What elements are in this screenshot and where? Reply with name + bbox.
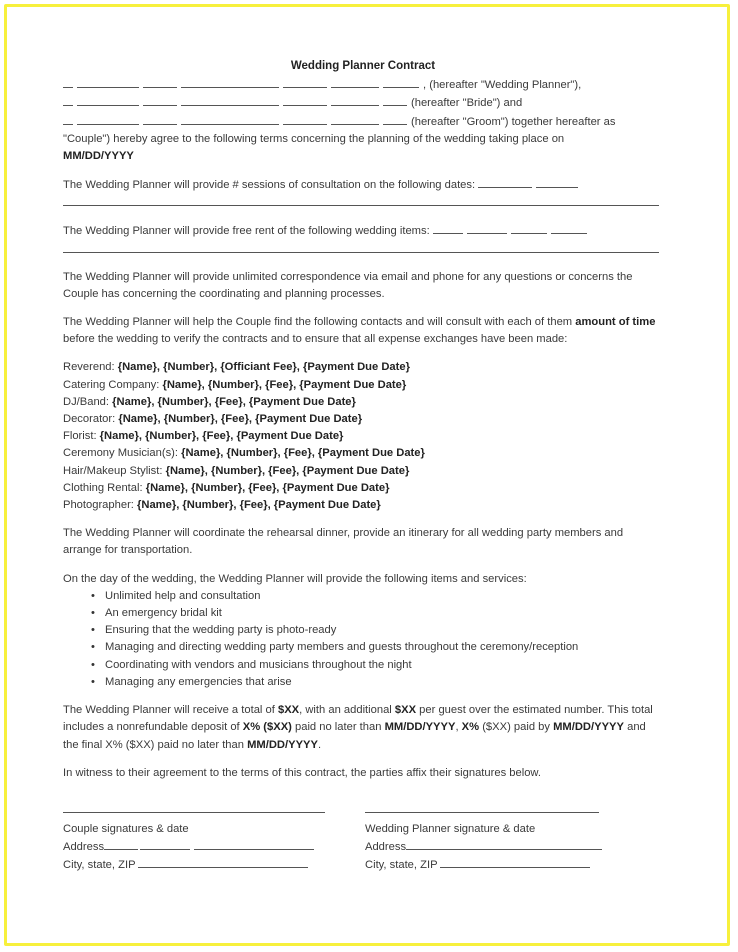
witness-clause: In witness to their agreement to the terms of this contract, the parties affix their signatures below. bbox=[63, 766, 541, 779]
list-item: • Unlimited help and consultation bbox=[91, 588, 663, 605]
contact-row: Ceremony Musician(s): {Name}, {Number}, {Fee}, {Payment Due Date} bbox=[63, 447, 425, 460]
contact-row: Decorator: {Name}, {Number}, {Fee}, {Payment Due Date} bbox=[63, 413, 363, 426]
consultation-clause: The Wedding Planner will provide # sessions of consultation on the following dates: bbox=[63, 176, 663, 194]
consultation-blank-line bbox=[63, 194, 663, 211]
list-item: • An emergency bridal kit bbox=[91, 605, 663, 622]
couple-signature-column bbox=[63, 796, 325, 875]
planner-city-field: City, state, ZIP bbox=[365, 856, 615, 874]
couple-address-field: Address bbox=[63, 838, 325, 856]
party-line-couple: "Couple") hereby agree to the following terms concerning the planning of the wedding taking place on MM/DD/YYYY bbox=[63, 132, 565, 163]
contact-row: Photographer: {Name}, {Number}, {Fee}, {Payment Due Date} bbox=[63, 499, 381, 512]
list-item: • Coordinating with vendors and musicians throughout the night bbox=[91, 657, 663, 674]
list-item: • Managing and directing wedding party members and guests throughout the ceremony/reception bbox=[91, 639, 663, 656]
list-item: • Ensuring that the wedding party is photo-ready bbox=[91, 622, 663, 639]
planner-address-field: Address bbox=[365, 838, 615, 856]
services-list bbox=[63, 588, 663, 691]
contacts-intro: The Wedding Planner will help the Couple find the following contacts and will consult with each of them amount of time before the wedding to verify the contracts and to ensure that all expense exchanges have been made: bbox=[63, 316, 656, 346]
planner-signature-line bbox=[365, 796, 599, 813]
contact-row: Catering Company: {Name}, {Number}, {Fee}, {Payment Due Date} bbox=[63, 378, 407, 391]
planner-signature-label: Wedding Planner signature & date bbox=[365, 822, 536, 835]
contact-row: Clothing Rental: {Name}, {Number}, {Fee}, {Payment Due Date} bbox=[63, 481, 390, 494]
rehearsal-clause: The Wedding Planner will coordinate the rehearsal dinner, provide an itinerary for all wedding party members and arrange for transportation. bbox=[63, 527, 624, 557]
contact-row: Hair/Makeup Stylist: {Name}, {Number}, {Fee}, {Payment Due Date} bbox=[63, 464, 410, 477]
couple-signature-label: Couple signatures & date bbox=[63, 822, 189, 835]
free-rent-clause: The Wedding Planner will provide free rent of the following wedding items: bbox=[63, 222, 663, 240]
contact-row: DJ/Band: {Name}, {Number}, {Fee}, {Payment Due Date} bbox=[63, 395, 356, 408]
contact-row: Florist: {Name}, {Number}, {Fee}, {Payment Due Date} bbox=[63, 430, 344, 443]
list-item: • Managing any emergencies that arise bbox=[91, 674, 663, 691]
contacts-list bbox=[63, 359, 663, 514]
free-rent-blank-line bbox=[63, 241, 663, 258]
signature-block bbox=[63, 796, 663, 876]
contact-row: Reverend: {Name}, {Number}, {Officiant Fee}, {Payment Due Date} bbox=[63, 361, 410, 374]
wedding-date: MM/DD/YYYY bbox=[63, 150, 134, 163]
contract-document bbox=[63, 58, 663, 876]
party-line-planner: , (hereafter "Wedding Planner"), bbox=[63, 76, 663, 94]
party-line-groom: (hereafter "Groom") together hereafter as bbox=[63, 113, 663, 131]
party-line-bride: (hereafter "Bride") and bbox=[63, 94, 663, 112]
planner-signature-column bbox=[365, 796, 615, 875]
couple-signature-line bbox=[63, 796, 325, 813]
payment-clause: The Wedding Planner will receive a total of $XX, with an additional $XX per guest over the estimated number. This total includes a nonrefundable deposit of X% ($XX) paid no later than MM/DD/YYYY, X% ($XX) paid by MM/DD/YYYY and the final X% ($XX) paid no later than MM/DD/YYYY. bbox=[63, 704, 653, 751]
couple-city-field: City, state, ZIP bbox=[63, 856, 325, 874]
document-title: Wedding Planner Contract bbox=[290, 60, 436, 72]
correspondence-clause: The Wedding Planner will provide unlimited correspondence via email and phone for any questions or concerns the Couple has concerning the coordinating and planning processes. bbox=[63, 270, 633, 300]
day-of-intro: On the day of the wedding, the Wedding Planner will provide the following items and services: bbox=[63, 572, 527, 585]
